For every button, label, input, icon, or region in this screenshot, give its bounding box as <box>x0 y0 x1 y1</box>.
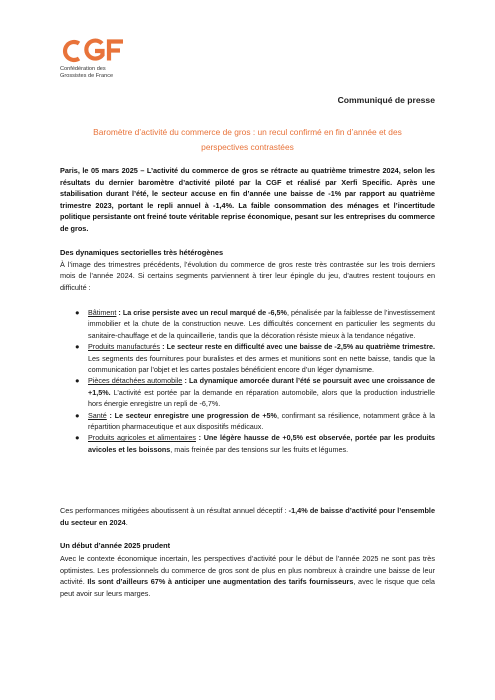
bullet-label: Santé <box>88 410 107 420</box>
bullet-text: L’activité est portée par la demande en réparation automobile, alors que la production industrielle hors énergie enregistre un repli de -6,7%. <box>88 387 435 409</box>
section-body-highlight: Ils sont d’ailleurs 67% à anticiper une augmentation des tarifs fournisseurs <box>87 577 354 587</box>
cgf-logo-icon <box>60 38 126 64</box>
bullet-icon: ● <box>75 342 80 352</box>
bullet-icon: ● <box>75 433 80 443</box>
bullet-label: Produits manufacturés <box>88 342 161 352</box>
bullet-text: , pénalisée par la faiblesse de l’investissement immobilier et la chute de la construction neuve. Les difficultés concernent en particulier les segments du sanitaire-chauffage et de la quincaillerie, tandis que la décoration résiste mieux à la tendance négative. <box>88 308 435 340</box>
list-item <box>60 375 435 409</box>
sector-bullet-list <box>60 307 435 455</box>
section-body <box>60 553 435 599</box>
title-line1: Baromètre d’activité du commerce de gros : un recul confirmé en fin d’année et des <box>93 127 402 137</box>
section-heading: Un début d’année 2025 prudent <box>60 541 171 550</box>
logo-subtitle-line2: Grossistes de France <box>60 72 114 79</box>
bullet-text: , confirmant sa résilience, notamment grâce à la répartition pharmaceutique et aux dispositifs médicaux. <box>88 410 435 432</box>
page-title <box>60 125 435 155</box>
bullet-highlight: : Le secteur enregistre une progression de +5% <box>106 410 277 420</box>
bullet-label: Pièces détachées automobile <box>88 376 183 386</box>
section-intro: À l’image des trimestres précédents, l’évolution du commerce de gros reste très contrastée sur les trois derniers mois de l’année 2024. Si certains segments parviennent à tirer leur épingle du jeu, d’autres restent toujours en difficulté : <box>60 259 435 292</box>
lead-paragraph: Paris, le 05 mars 2025 – L’activité du commerce de gros se rétracte au quatrième trimestre 2024, selon les résultats du dernier baromètre d’activité piloté par la CGF et réalisé par Xerfi Specific. Après une stabilisation durant l’été, le secteur accuse en fin d’année une baisse de -1% par rapport au quatrième trimestre 2023, portant le repli annuel à -1,4%. La faible consommation des ménages et l’incertitude politique persistante ont freiné toute véritable reprise économique, pesant sur les entreprises du commerce de gros. <box>60 166 435 233</box>
bullet-highlight: : La dynamique amorcée durant l’été se poursuit avec une croissance de +1,5%. <box>88 376 435 397</box>
conclusion-suffix: . <box>125 517 128 527</box>
cgf-logo-mark <box>60 38 140 64</box>
section-body-prefix: Avec le contexte économique incertain, les perspectives d’activité pour le début de l’année 2025 ne sont pas très optimistes. Les professionnels du commerce de gros sont de plus en plus nombreux à craindre une baisse de leur activité. <box>60 554 435 587</box>
bullet-icon: ● <box>75 410 80 420</box>
list-item <box>60 432 435 455</box>
title-line2: perspectives contrastées <box>201 142 294 152</box>
bullet-highlight: : La crise persiste avec un recul marqué de -6,5% <box>116 308 287 317</box>
press-release-label: Communiqué de presse <box>337 95 435 105</box>
bullet-label: Produits agricoles et alimentaires <box>88 433 196 443</box>
bullet-text: , mais freinée par des tensions sur les fruits et légumes. <box>170 444 349 454</box>
list-item <box>60 341 435 375</box>
bullet-icon: ● <box>75 376 80 386</box>
section-outlook-2025 <box>60 540 435 599</box>
bullet-text: Les segments des fournitures pour buralistes et des armes et munitions sont en nette baisse, tandis que la communication par l’objet et les cartes postales bénéficient encore d’un léger dynamisme. <box>88 353 435 375</box>
bullet-label: Bâtiment <box>88 308 117 317</box>
section-heading: Des dynamiques sectorielles très hétérogènes <box>60 248 224 257</box>
section-sector-dynamics <box>60 247 435 293</box>
section-body-suffix: , avec le risque que cela peut avoir sur leurs marges. <box>60 577 435 598</box>
cgf-logo-subtitle <box>60 66 140 79</box>
bullet-highlight: : Le secteur reste en difficulté avec une baisse de -2,5% au quatrième trimestre. <box>160 342 435 352</box>
conclusion-prefix: Ces performances mitigées aboutissent à un résultat annuel déceptif : <box>60 506 289 515</box>
logo-subtitle-line1: Confédération des <box>60 66 106 72</box>
conclusion-paragraph <box>60 505 435 528</box>
bullet-highlight: : Une légère hausse de +0,5% est observée, portée par les produits avicoles et les boissons <box>88 433 435 454</box>
cgf-logo <box>60 38 140 79</box>
list-item <box>60 307 435 341</box>
conclusion-highlight: -1,4% de baisse d’activité pour l’ensemble du secteur en 2024 <box>60 506 435 527</box>
bullet-icon: ● <box>75 308 80 317</box>
list-item <box>60 410 435 433</box>
